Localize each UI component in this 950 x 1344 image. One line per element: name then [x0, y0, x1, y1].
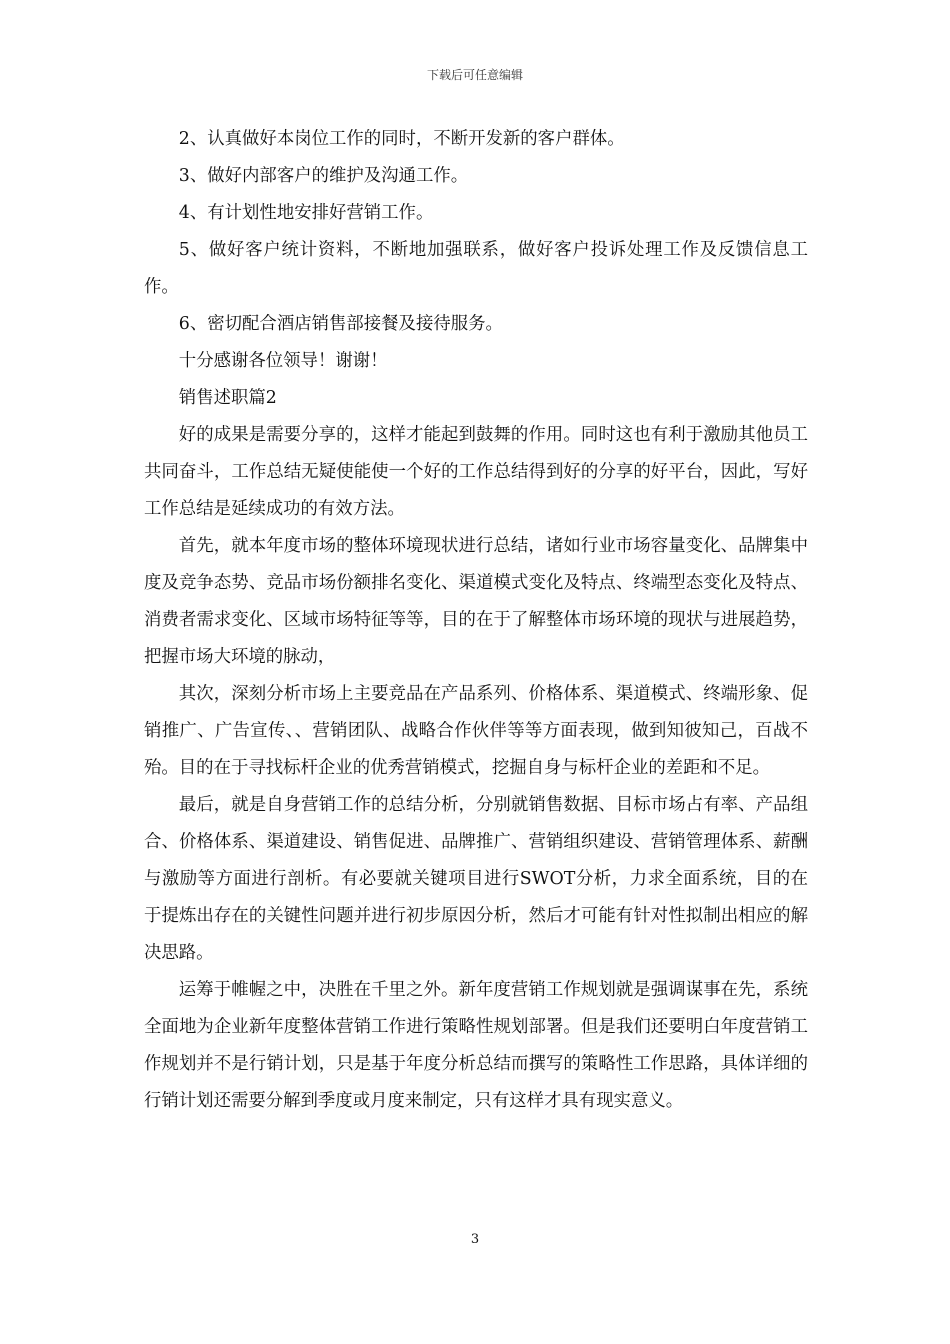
paragraph: 最后，就是自身营销工作的总结分析，分别就销售数据、目标市场占有率、产品组合、价格体系、渠道建设、销售促进、品牌推广、营销组织建设、营销管理体系、薪酬与激励等方面进行剖析。有必要就关键项目进行SWOT分析，力求全面系统，目的在于提炼出存在的关键性问题并进行初步原因分析，然后才可能有针对性拟制出相应的解决思路。	[144, 795, 808, 963]
paragraph: 6、密切配合酒店销售部接餐及接待服务。	[178, 314, 503, 334]
paragraph: 十分感谢各位领导！谢谢！	[178, 351, 388, 371]
page-header-note: 下载后可任意编辑	[426, 68, 523, 82]
paragraph: 2、认真做好本岗位工作的同时，不断开发新的客户群体。	[178, 129, 625, 149]
paragraph: 好的成果是需要分享的，这样才能起到鼓舞的作用。同时这也有利于激励其他员工共同奋斗，工作总结无疑使能使一个好的工作总结得到好的分享的好平台，因此，写好工作总结是延续成功的有效方法。	[144, 425, 808, 519]
paragraph: 其次，深刻分析市场上主要竞品在产品系列、价格体系、渠道模式、终端形象、促销推广、广告宣传、、营销团队、战略合作伙伴等等方面表现，做到知彼知己，百战不殆。目的在于寻找标杆企业的优秀营销模式，挖掘自身与标杆企业的差距和不足。	[144, 684, 808, 778]
paragraph: 5、做好客户统计资料，不断地加强联系，做好客户投诉处理工作及反馈信息工作。	[144, 240, 808, 297]
paragraph: 运筹于帷幄之中，决胜在千里之外。新年度营销工作规划就是强调谋事在先，系统全面地为企业新年度整体营销工作进行策略性规划部署。但是我们还要明白年度营销工作规划并不是行销计划，只是基于年度分析总结而撰写的策略性工作思路，具体详细的行销计划还需要分解到季度或月度来制定，只有这样才具有现实意义。	[144, 980, 808, 1111]
paragraph: 首先，就本年度市场的整体环境现状进行总结，诸如行业市场容量变化、品牌集中度及竞争态势、竞品市场份额排名变化、渠道模式变化及特点、终端型态变化及特点、消费者需求变化、区域市场特征等等，目的在于了解整体市场环境的现状与进展趋势，把握市场大环境的脉动，	[144, 536, 808, 667]
paragraph: 3、做好内部客户的维护及沟通工作。	[178, 166, 469, 186]
paragraph: 4、有计划性地安排好营销工作。	[178, 203, 434, 223]
document-body	[144, 121, 808, 1120]
page-number: 3	[470, 1232, 480, 1247]
section-title: 销售述职篇2	[178, 388, 277, 408]
